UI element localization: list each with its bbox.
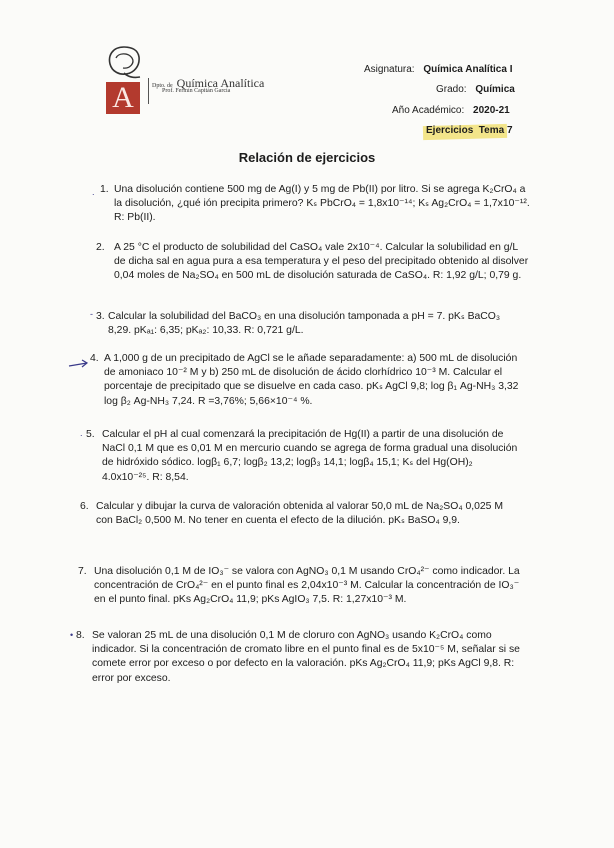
subject-label: Asignatura: xyxy=(364,64,415,75)
year-row xyxy=(392,105,510,117)
degree-row xyxy=(436,84,515,96)
exercise-5-num: 5. xyxy=(86,429,95,440)
exercise-6-num: 6. xyxy=(80,501,89,512)
tema-tag: Ejercicios Tema 7 xyxy=(426,125,513,136)
pen-dot-mark: . xyxy=(80,428,83,438)
exercise-5-text: Calcular el pH al cual comenzará la precipitación de Hg(II) a partir de una disolución de NaCl 0,1 M que es 0,01 M en mercurio cuando se agrega de forma gradual una disolución de hidróxido sódico. logβ₁ 6,7; logβ₂ 13,2; logβ₃ 14,1; logβ₄ 15,1; Kₛ del Hg(OH)₂ 4.0x10⁻²⁵. R: 8,54. xyxy=(102,429,518,483)
logo-a-mark: A xyxy=(106,82,140,114)
exercise-1-text: Una disolución contiene 500 mg de Ag(I) y 5 mg de Pb(II) por litro. Si se agrega K₂CrO₄ a la disolución, ¿qué ión precipita primero? Kₛ PbCrO₄ = 1,8x10⁻¹⁴; Kₛ Ag₂CrO₄ = 1,7x10⁻¹². R: Pb(II). xyxy=(114,184,530,224)
exercise-7-text: Una disolución 0,1 M de IO₃⁻ se valora con AgNO₃ 0,1 M usando CrO₄²⁻ como indicador. La concentración de CrO₄²⁻ en el punto final es 2,04x10⁻³ M. Calcular la concentración de IO₃⁻ en el punto final. pKs Ag₂CrO₄ 11,9; pKs AgIO₃ 7,5. R: 1,27x10⁻³ M. xyxy=(94,566,520,606)
year-value: 2020-21 xyxy=(473,105,510,116)
exercise-8-text: Se valoran 25 mL de una disolución 0,1 M de cloruro con AgNO₃ usando K₂CrO₄ como indicador. Si la concentración de cromato libre en el punto final es de 5x10⁻⁵ M, señalar si se comete error por exceso o por defecto en la valoración. pKs Ag₂CrO₄ 11,9; pKs AgCl 9,8. R: error por exceso. xyxy=(92,630,520,684)
exercise-8-num: 8. xyxy=(76,630,85,641)
exercise-2-num: 2. xyxy=(96,242,105,253)
logo-divider xyxy=(148,78,149,104)
exercise-3-num: 3. xyxy=(96,311,105,322)
subject-row xyxy=(364,64,512,76)
dept-prefix: Dpto. de xyxy=(152,83,173,89)
exercise-6-text: Calcular y dibujar la curva de valoración obtenida al valorar 50,0 mL de Na₂SO₄ 0,025 M con BaCl₂ 0,500 M. No tener en cuenta el efecto de la dilución. pKₛ BaSO₄ 9,9. xyxy=(96,501,503,527)
exercise-1-num: 1. xyxy=(100,184,109,195)
dept-name: Química Analítica xyxy=(176,76,265,90)
exercise-4-text: A 1,000 g de un precipitado de AgCl se le añade separadamente: a) 500 mL de disolución de amoniaco 10⁻² M y b) 250 mL de disolución de ácido clorhídrico 10⁻³ M. Calcular el porcentaje de precipitado que se disuelve en cada caso. pKₛ AgCl 9,8; log β₁ Ag-NH₃ 3,32 log β₂ Ag-NH₃ 7,24. R =3,76%; 5,66×10⁻⁴ %. xyxy=(104,353,519,407)
exercise-4-num: 4. xyxy=(90,353,99,364)
pen-arrow-icon xyxy=(68,359,90,369)
subject-value: Química Analítica I xyxy=(423,64,513,75)
degree-value: Química xyxy=(475,84,515,95)
exercise-3-text: Calcular la solubilidad del BaCO₃ en una disolución tamponada a pH = 7. pKₛ BaCO₃ 8,29. pKₐ₁: 6,35; pKₐ₂: 10,33. R: 0,721 g/L. xyxy=(108,311,501,337)
logo-q-mark xyxy=(104,44,144,80)
professor: Prof. Fermín Capitán García xyxy=(162,88,231,94)
year-label: Año Académico: xyxy=(392,105,465,116)
pen-dot-mark: • xyxy=(70,630,74,640)
degree-label: Grado: xyxy=(436,84,467,95)
exercise-2-text: A 25 °C el producto de solubilidad del CaSO₄ vale 2x10⁻⁴. Calcular la solubilidad en g/L de dicha sal en agua pura a esa temperatura y el peso del precipitado obtenido al disolver 0,04 moles de Na₂SO₄ en 500 mL de disolución saturada de CaSO₄. R: 1,92 g/L; 0,79 g. xyxy=(114,242,529,282)
exercise-7-num: 7. xyxy=(78,566,87,577)
page-title: Relación de ejercicios xyxy=(238,150,376,165)
pen-dot-mark: . xyxy=(92,187,95,197)
pen-dot-mark: - xyxy=(90,309,93,319)
